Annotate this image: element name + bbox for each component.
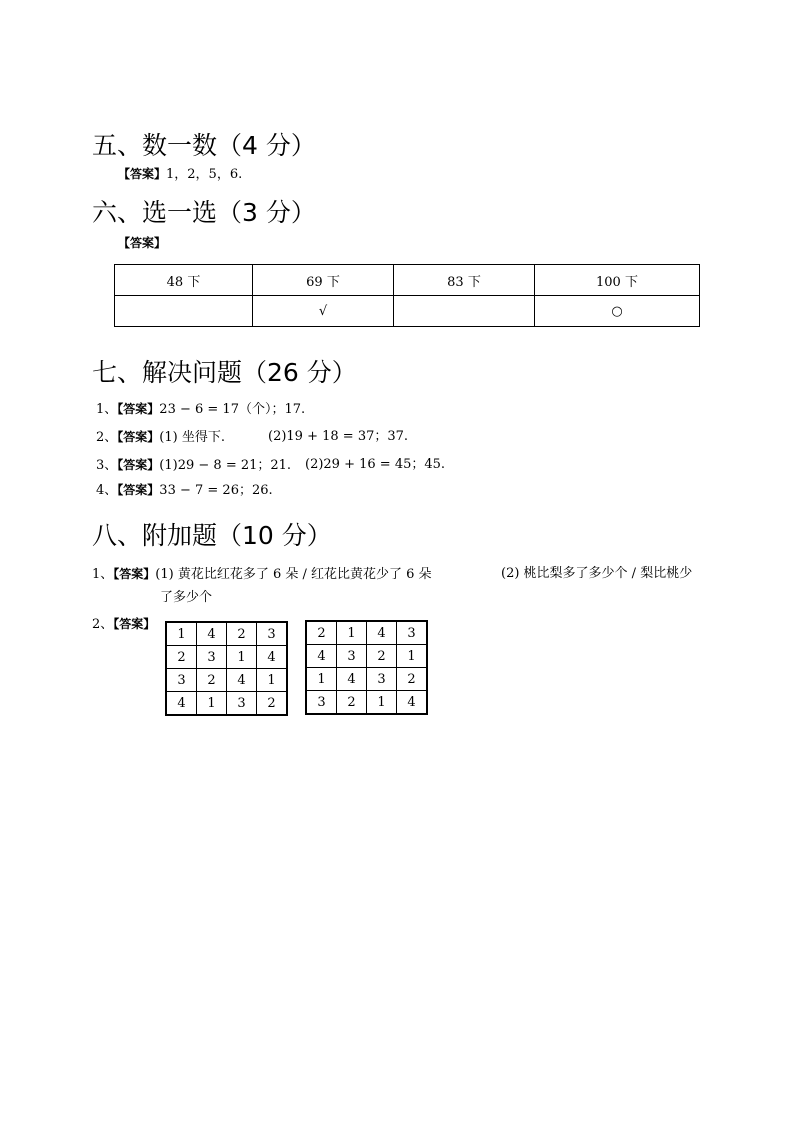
grid-cell: 1 <box>306 668 337 691</box>
grid-cell: 2 <box>197 669 227 692</box>
grid-cell: 2 <box>306 621 337 645</box>
grid-cell: 1 <box>227 646 257 669</box>
answer-text: 23 − 6 = 17（个）；17. <box>159 402 306 417</box>
grid-row <box>166 692 287 716</box>
question-number: 2、 <box>96 430 118 445</box>
grid-cell: 3 <box>197 646 227 669</box>
grid-cell: 3 <box>227 692 257 716</box>
grid-row <box>306 691 427 715</box>
answer-label: 【答案】 <box>113 617 156 631</box>
section-5-title: 五、数一数（4 分） <box>92 131 316 160</box>
answer-label: 【答案】 <box>117 430 160 444</box>
answer-part-1: (1) 黄花比红花多了 6 朵 / 红花比黄花少了 6 朵 <box>155 567 432 582</box>
answer-label: 【答案】 <box>117 458 160 472</box>
question-number: 1、 <box>92 567 114 582</box>
grid-cell: 2 <box>227 622 257 646</box>
answer-part-1: (1) 坐得下. <box>159 430 225 445</box>
question-number: 4、 <box>96 483 118 498</box>
grid-row <box>306 621 427 645</box>
choice-header-cell: 100 下 <box>535 265 700 296</box>
answer-label: 【答案】 <box>117 402 160 416</box>
q7-1-answer <box>96 400 305 419</box>
choice-mark-cell <box>115 296 253 327</box>
q8-1-answer <box>92 565 432 584</box>
choice-mark-cell: ○ <box>535 296 700 327</box>
grid-cell: 1 <box>257 669 288 692</box>
grid-cell: 3 <box>257 622 288 646</box>
section-8-title: 八、附加题（10 分） <box>92 521 332 550</box>
grid-cell: 2 <box>257 692 288 716</box>
grid-cell: 3 <box>166 669 197 692</box>
answer-part-1: (1)29 − 8 = 21；21. <box>159 458 292 473</box>
choice-table-mark-row <box>115 296 700 327</box>
grid-cell: 1 <box>367 691 397 715</box>
section-6-answer <box>118 234 166 253</box>
question-number: 1、 <box>96 402 118 417</box>
grid-cell: 4 <box>367 621 397 645</box>
grid-cell: 3 <box>306 691 337 715</box>
grid-cell: 3 <box>367 668 397 691</box>
section-6-title: 六、选一选（3 分） <box>92 198 316 227</box>
question-number: 3、 <box>96 458 118 473</box>
grid-cell: 4 <box>337 668 367 691</box>
grid-cell: 2 <box>166 646 197 669</box>
grid-cell: 4 <box>166 692 197 716</box>
choice-header-cell: 69 下 <box>253 265 394 296</box>
grid-row <box>306 645 427 668</box>
q7-3-answer-part-2: (2)29 + 16 = 45；45. <box>305 457 446 472</box>
q7-2-answer <box>96 428 225 447</box>
choice-header-cell: 48 下 <box>115 265 253 296</box>
grid-cell: 2 <box>337 691 367 715</box>
q8-2-answer <box>92 615 155 634</box>
grid-cell: 1 <box>197 692 227 716</box>
choice-header-cell: 83 下 <box>394 265 535 296</box>
choice-table <box>114 264 700 327</box>
grid-cell: 2 <box>367 645 397 668</box>
grid-cell: 4 <box>257 646 288 669</box>
grid-cell: 4 <box>397 691 428 715</box>
question-number: 2、 <box>92 617 114 632</box>
grid-row <box>166 622 287 646</box>
grid-row <box>166 646 287 669</box>
q7-4-answer <box>96 481 273 500</box>
answer-label: 【答案】 <box>118 236 167 250</box>
answer-label: 【答案】 <box>117 483 160 497</box>
grid-cell: 1 <box>397 645 428 668</box>
answer-text: 1，2，5，6. <box>166 167 243 182</box>
grid-cell: 1 <box>166 622 197 646</box>
q7-2-answer-part-2: (2)19 + 18 = 37；37. <box>268 429 409 444</box>
grid-cell: 3 <box>397 621 428 645</box>
grid-cell: 4 <box>227 669 257 692</box>
grid-cell: 2 <box>397 668 428 691</box>
grid-cell: 3 <box>337 645 367 668</box>
section-5-answer <box>118 165 242 184</box>
q8-1-answer-part-2: (2) 桃比梨多了多少个 / 梨比桃少 <box>501 566 693 581</box>
grid-cell: 4 <box>197 622 227 646</box>
choice-mark-cell: √ <box>253 296 394 327</box>
grid-cell: 4 <box>306 645 337 668</box>
answer-label: 【答案】 <box>113 567 156 581</box>
q8-1-answer-part-2-continued: 了多少个 <box>160 590 213 605</box>
answer-label: 【答案】 <box>118 167 167 181</box>
number-grid-right <box>305 620 428 715</box>
choice-mark-cell <box>394 296 535 327</box>
choice-table-header-row <box>115 265 700 296</box>
answer-text: 33 − 7 = 26；26. <box>159 483 273 498</box>
grid-cell: 1 <box>337 621 367 645</box>
section-7-title: 七、解决问题（26 分） <box>92 358 357 387</box>
number-grid-left <box>165 621 288 716</box>
grid-row <box>166 669 287 692</box>
grid-row <box>306 668 427 691</box>
q7-3-answer <box>96 456 291 475</box>
